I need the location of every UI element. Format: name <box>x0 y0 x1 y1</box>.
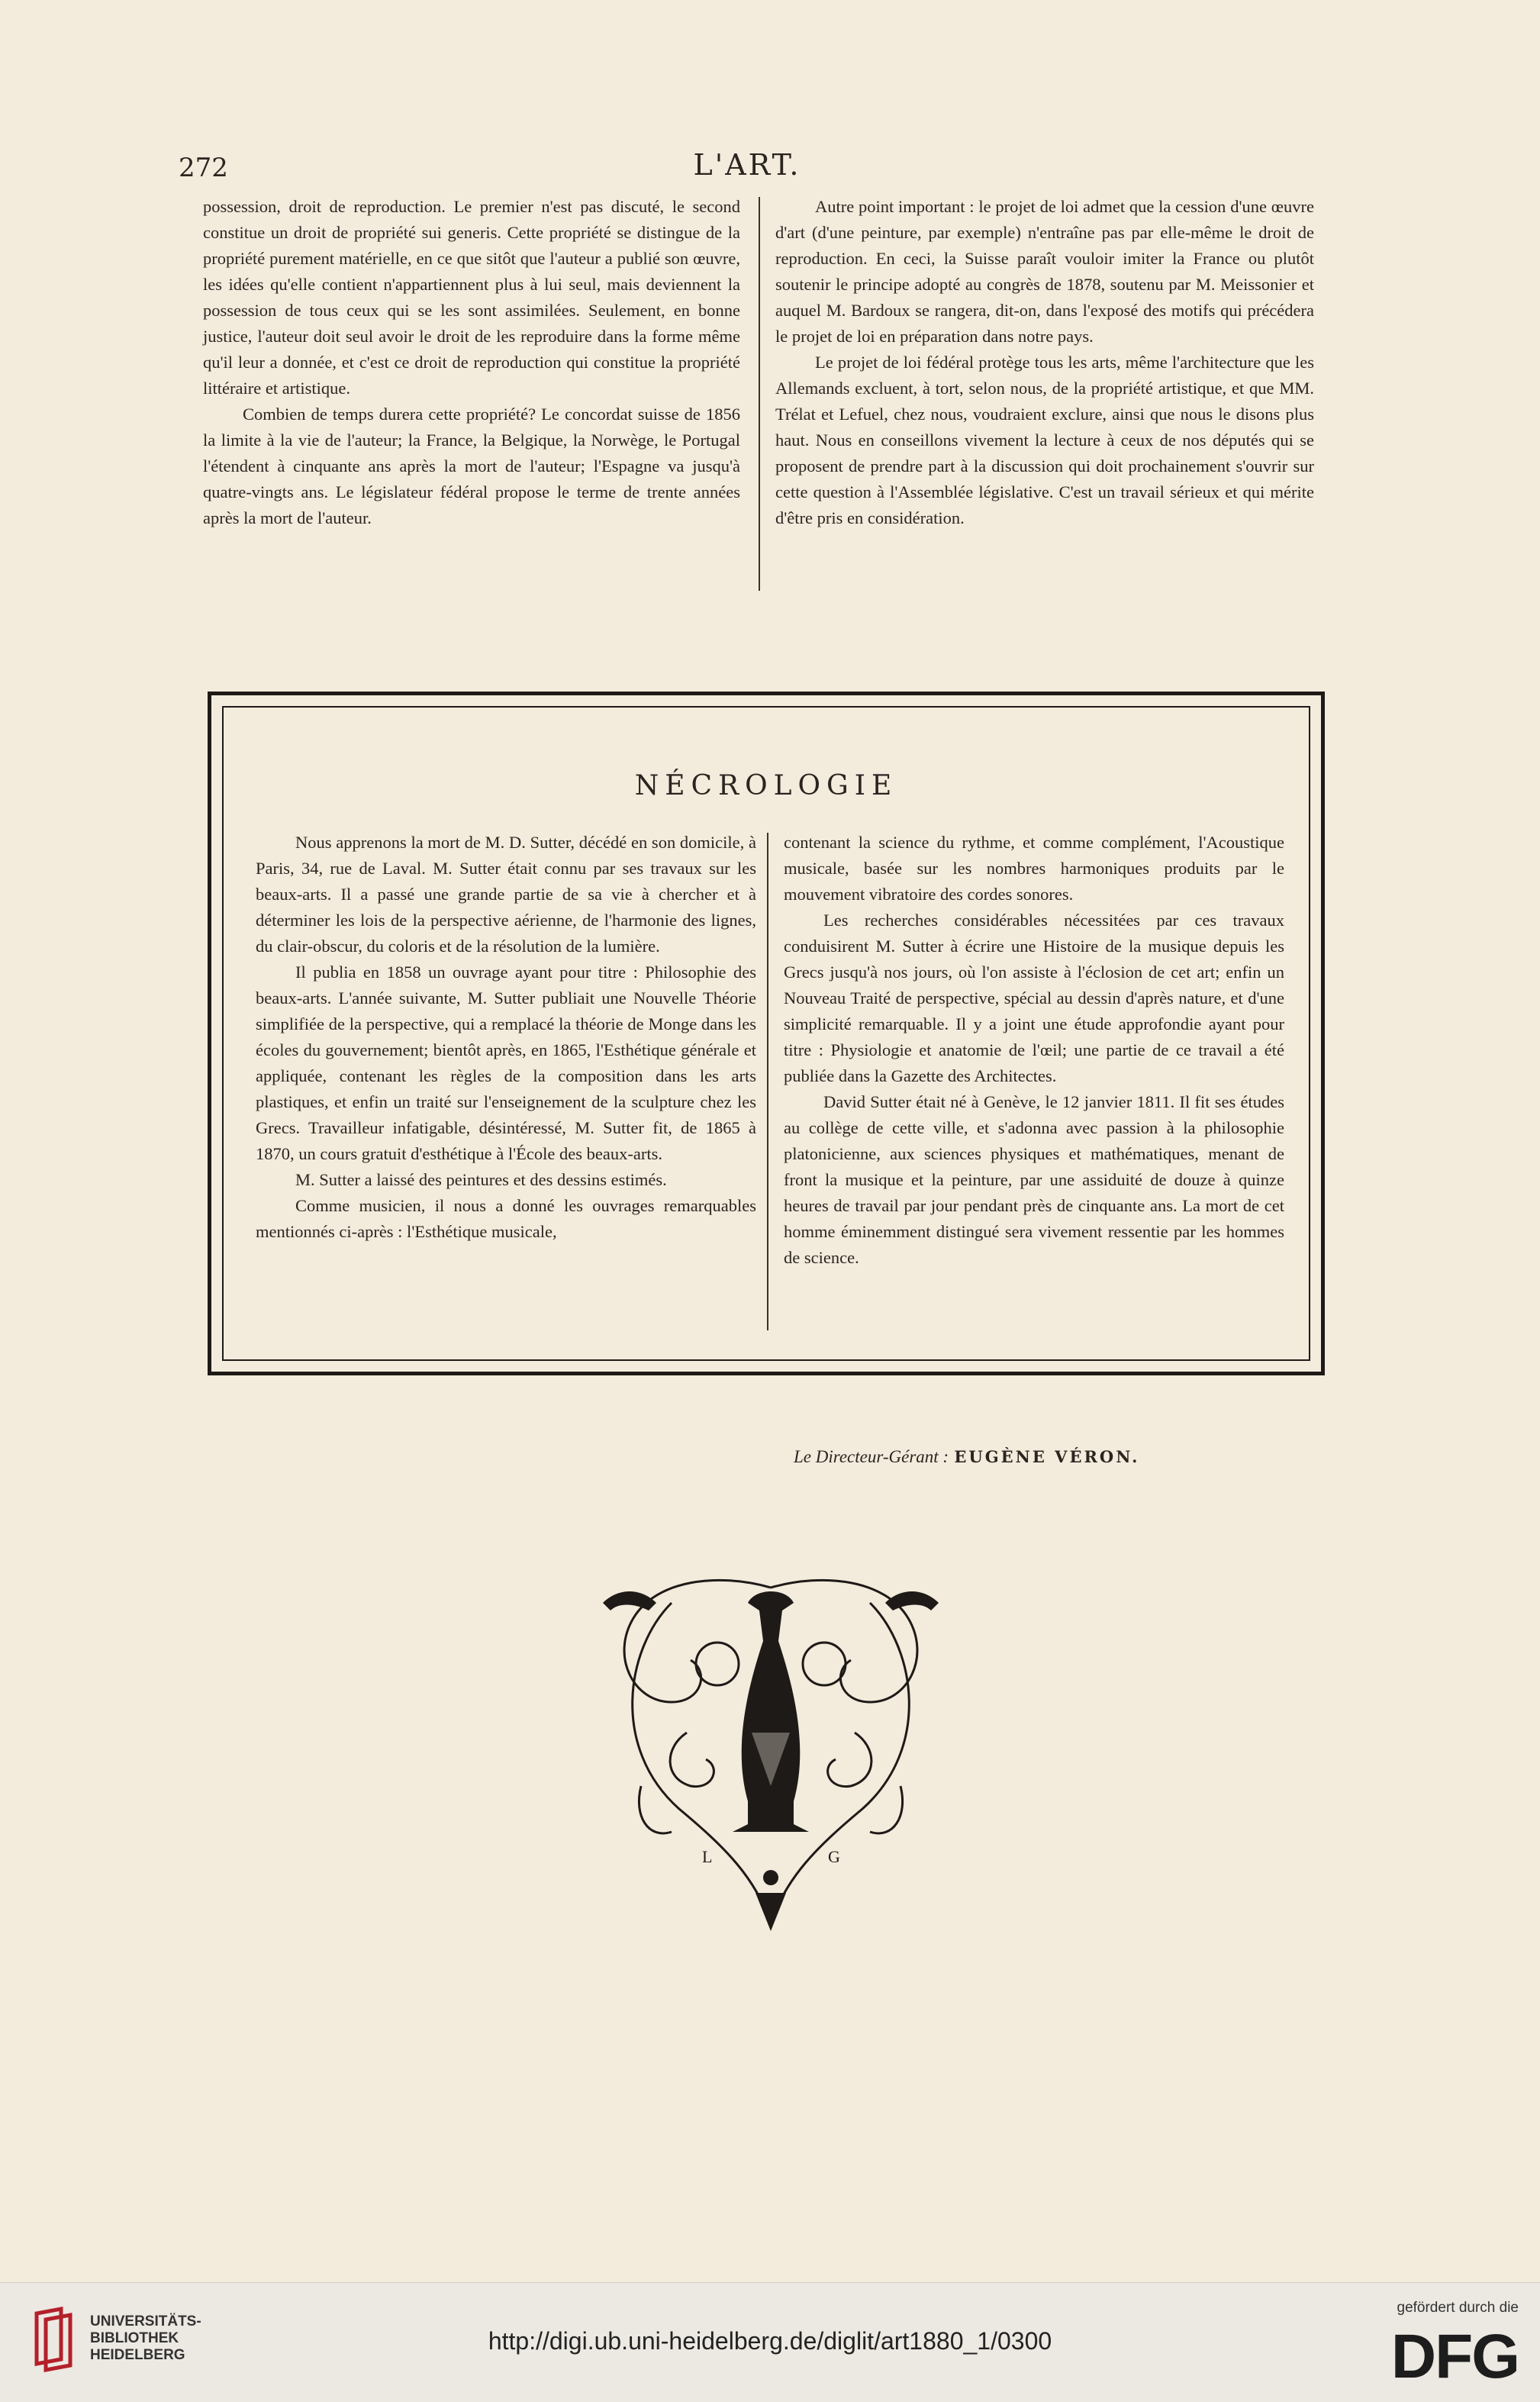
vase-ornament-icon <box>565 1557 977 1954</box>
page-number: 272 <box>179 153 228 183</box>
paragraph: Les recherches considérables nécessitées par ces travaux conduisirent M. Sutter à écrire une Histoire de la musique depuis les Grecs jusqu'à nos jours, où l'on assiste à l'éclosion de cet art; enfin un Nouveau Traité de perspective, spécial au dessin d'après nature, et d'une simplicité remarquable. Il y a joint une étude approfondie ayant pour titre : Physiologie et anatomie de l'œil; une partie de ce travail a été publiée dans la Gazette des Architectes. <box>784 911 1284 1085</box>
signature-name: EUGÈNE VÉRON. <box>954 1447 1140 1466</box>
page-header <box>179 142 1316 188</box>
article-column-left <box>203 194 740 531</box>
paragraph: Le projet de loi fédéral protège tous les arts, même l'architecture que les Allemands excluent, à tort, selon nous, de la propriété artistique, et que MM. Trélat et Lefuel, chez nous, voudraient exclure, ainsi que nous le disons plus haut. Nous en conseillons vivement la lecture à ceux de nos députés qui se proposent de prendre part à la discussion qui doit prochainement s'ouvrir sur cette question à l'Assemblée législative. C'est un travail sérieux et qui mérite d'être pris en considération. <box>775 353 1314 527</box>
paragraph: Comme musicien, il nous a donné les ouvrages remarquables mentionnés ci-après : l'Esthétique musicale, <box>256 1196 756 1241</box>
paragraph: Il publia en 1858 un ouvrage ayant pour titre : Philosophie des beaux-arts. L'année suivante, M. Sutter publiait une Nouvelle Théorie simplifiée de la perspective, qui a remplacé la théorie de Monge dans les écoles du gouvernement; bientôt après, en 1865, l'Esthétique générale et appliquée, contenant les règles de la composition dans les arts plastiques, et enfin un traité sur l'enseignement de la sculpture chez les Grecs. Travailleur infatigable, désintéressé, M. Sutter fit, de 1865 à 1870, un cours gratuit d'esthétique à l'École des beaux-arts. <box>256 962 756 1163</box>
paragraph: David Sutter était né à Genève, le 12 janvier 1811. Il fit ses études au collège de cette ville, et s'adonna avec passion à la philosophie platonicienne, aux sciences physiques et mathématiques, menant de front la musique et la peinture, par une assiduité de douze à quinze heures de travail par jour pendant près de cinquante ans. La mort de cet homme éminemment distingué sera vivement ressentie par les hommes de science. <box>784 1092 1284 1267</box>
column-divider <box>759 197 760 591</box>
ornament-initial-left: L <box>702 1847 713 1866</box>
library-name-line: BIBLIOTHEK <box>90 2330 179 2346</box>
necrologie-inner-border <box>222 706 1310 1361</box>
library-name-line: UNIVERSITÄTS- <box>90 2313 201 2329</box>
column-divider <box>767 833 768 1330</box>
paragraph: contenant la science du rythme, et comme complément, l'Acoustique musicale, basée sur les nombres harmoniques produits par le mouvement vibratoire des cordes sonores. <box>784 833 1284 904</box>
paragraph: Combien de temps durera cette propriété? Le concordat suisse de 1856 la limite à la vie de l'auteur; la France, la Belgique, la Norwège, le Portugal l'étendent à cinquante ans après la mort de l'auteur; l'Espagne va jusqu'à quatre-vingts ans. Le législateur fédéral propose le terme de trente années après la mort de l'auteur. <box>203 405 740 527</box>
signature-role: Le Directeur-Gérant : <box>794 1447 949 1466</box>
dfg-logo: DFG <box>1390 2322 1519 2391</box>
digitization-footer <box>0 2282 1540 2402</box>
funding-note: gefördert durch die <box>1397 2300 1519 2316</box>
paragraph: Nous apprenons la mort de M. D. Sutter, décédé en son domicile, à Paris, 34, rue de Laval. M. Sutter était connu par ses travaux sur les beaux-arts. Il a passé une grande partie de sa vie à chercher et à déterminer les lois de la perspective aérienne, de l'harmonie des lignes, du clair-obscur, du coloris et de la résolution de la lumière. <box>256 833 756 956</box>
paragraph: possession, droit de reproduction. Le premier n'est pas discuté, le second constitue un droit de propriété sui generis. Cette propriété se distingue de la propriété purement matérielle, en ce que sitôt que l'auteur a publié son œuvre, les idées qu'elle contient n'appartiennent plus à lui seul, mais deviennent la possession de tous ceux qui se les sont assimilées. Seulement, en bonne justice, l'auteur doit seul avoir le droit de les reproduire dans la forme même qu'il leur a donnée, et c'est ce droit de reproduction qui constitue la propriété littéraire et artistique. <box>203 197 740 398</box>
library-name-line: HEIDELBERG <box>90 2347 185 2363</box>
necrologie-column-left <box>256 830 756 1245</box>
paragraph: Autre point important : le projet de loi admet que la cession d'une œuvre d'art (d'une peinture, par exemple) n'entraîne pas par elle-même le droit de reproduction. En ceci, la Suisse paraît vouloir imiter la France ou plutôt soutenir le principe adopté au congrès de 1878, soutenu par M. Meissonier et auquel M. Bardoux se rangera, dit-on, dans l'exposé des motifs qui précédera le projet de loi en préparation dans notre pays. <box>775 197 1314 346</box>
ornament-initial-right: G <box>828 1847 840 1866</box>
necrologie-column-right <box>784 830 1284 1271</box>
paragraph: M. Sutter a laissé des peintures et des dessins estimés. <box>295 1170 667 1189</box>
necrologie-title: NÉCROLOGIE <box>634 770 898 801</box>
journal-title: L'ART. <box>693 148 801 182</box>
necrologie-box <box>208 692 1325 1375</box>
signature-line <box>794 1447 1139 1467</box>
article-column-right <box>775 194 1314 531</box>
permalink-url[interactable]: http://digi.ub.uni-heidelberg.de/diglit/art1880_1/0300 <box>488 2327 1052 2355</box>
